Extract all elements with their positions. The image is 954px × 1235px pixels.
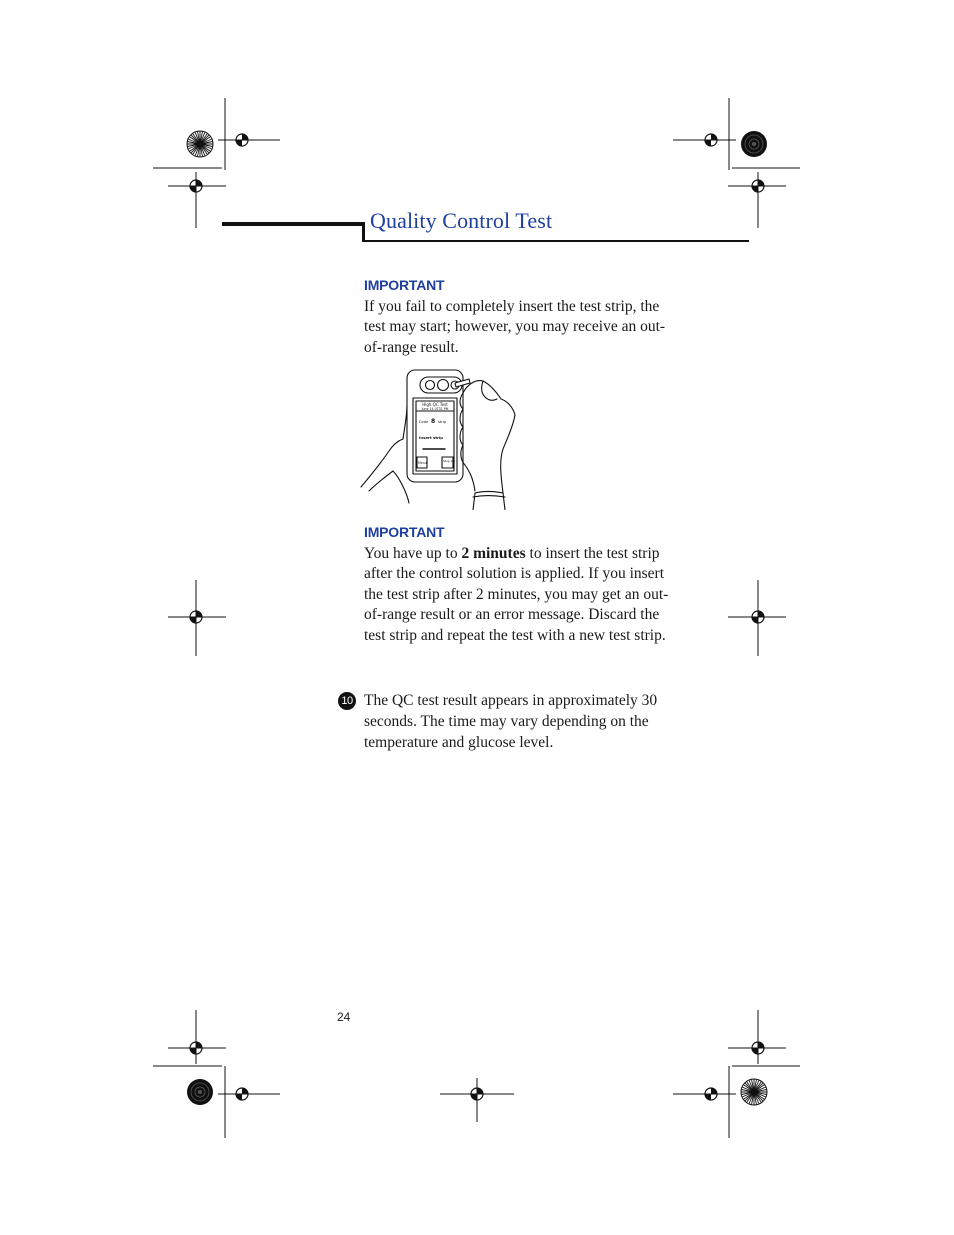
screen-instruction: Insert strip: [419, 435, 443, 440]
screen-code-value: 8: [431, 418, 436, 425]
crosshair-mark-bottom-right: [705, 1088, 717, 1100]
starburst-mark-top-left: [187, 131, 213, 157]
important-note-2-text: [364, 544, 669, 646]
crosshair-mark-top-right: [705, 134, 717, 146]
title-rule-thin: [362, 240, 749, 242]
page-number: 24: [337, 1010, 351, 1024]
crosshair-mark-right-upper: [752, 180, 764, 192]
crosshair-mark-right-lower: [752, 1042, 764, 1054]
crosshair-mark-bottom-left: [236, 1088, 248, 1100]
screen-stop-qc-button: Stop QC: [443, 459, 456, 463]
target-mark-top-right: [741, 131, 767, 157]
title-rule-thick: [222, 222, 364, 226]
note-2-emphasis: 2 minutes: [461, 545, 526, 562]
page-title: Quality Control Test: [370, 208, 553, 233]
important-heading-2: IMPORTANT: [364, 524, 445, 540]
crosshair-mark-right-middle: [752, 611, 764, 623]
note-2-text-before: You have up to: [364, 545, 462, 562]
important-note-1-text: If you fail to completely insert the test strip, the test may start; however, you may receive an out-of-range result.: [364, 298, 666, 356]
note-2-text-after: to insert the test strip after the control solution is applied. If you insert the test strip after 2 minutes, you may get an out-of-range result or an error message. Discard the test strip and repeat the test with a new test strip.: [364, 545, 669, 644]
screen-code-suffix: strip: [438, 420, 447, 424]
starburst-mark-bottom-right: [741, 1079, 767, 1105]
crosshair-mark-bottom-center: [471, 1088, 483, 1100]
crosshair-mark-top-left: [236, 134, 248, 146]
step-10-text: The QC test result appears in approximately 30 seconds. The time may vary depending on the temperature and glucose level.: [364, 692, 658, 751]
target-mark-bottom-left: [187, 1079, 213, 1105]
screen-code-label: Code: [419, 420, 429, 424]
step-number-badge: 10: [338, 692, 356, 710]
screen-date: June 14 0731 PM: [421, 407, 449, 411]
crosshair-mark-left-upper: [190, 180, 202, 192]
important-heading-1: IMPORTANT: [364, 277, 445, 293]
crosshair-mark-left-lower: [190, 1042, 202, 1054]
screen-header: High QC Test: [422, 402, 448, 407]
crosshair-mark-left-middle: [190, 611, 202, 623]
meter-insert-strip-illustration: [355, 365, 525, 510]
title-rule-vertical: [362, 222, 365, 242]
screen-menu-button: Menu: [418, 461, 427, 465]
